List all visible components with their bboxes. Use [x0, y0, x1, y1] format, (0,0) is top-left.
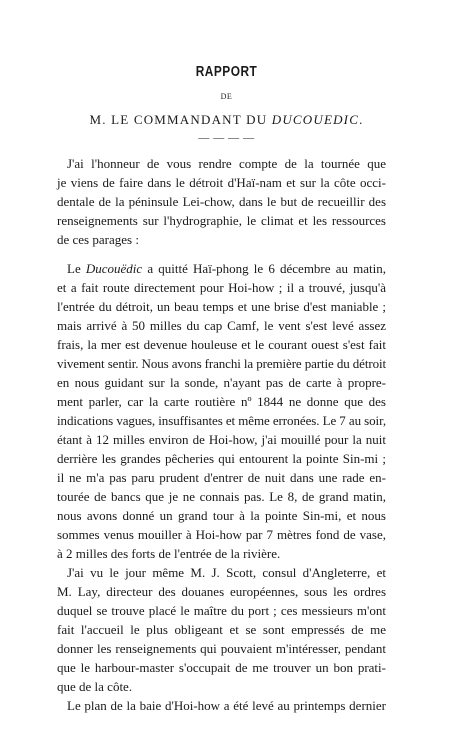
text-line: renseignements sur l'hydrographie, le climat et les ressources — [57, 213, 386, 228]
text-line: nous avons donné un grand tour à la pointe Sin-mi, et nous — [57, 508, 386, 523]
subtitle-prefix: M. LE COMMANDANT DU — [89, 112, 272, 127]
report-subtitle — [0, 112, 453, 128]
text-line: derrière les grandes pêcheries qui entourent la pointe Sin-mi ; — [57, 451, 386, 466]
paragraph — [57, 154, 386, 249]
text-line: que de la côte. — [57, 679, 133, 694]
text-line: ment parler, car la carte routière nº 1844 ne donne que des — [57, 394, 386, 409]
line-prefix: Le — [67, 261, 86, 276]
ship-name-inline: Ducouëdic — [85, 261, 143, 276]
paragraph — [57, 696, 386, 715]
text-line: étant à 12 milles environ de Hoi-how, j'ai mouillé pour la nuit — [57, 432, 386, 447]
line-suffix: a quitté Haï-phong le 6 décembre au matin, — [142, 261, 386, 276]
text-line: M. Lay, directeur des douanes européennes, sous les ordres — [57, 584, 386, 599]
text-line: il ne m'a pas paru prudent d'entrer de nuit dans une rade en- — [57, 470, 386, 485]
text-line: en nous guidant sur la sonde, n'ayant pas de carte à propre- — [57, 375, 386, 390]
text-line — [57, 259, 386, 278]
text-line: à 2 milles des forts de l'entrée de la rivière. — [57, 546, 281, 561]
report-title: RAPPORT — [195, 64, 258, 80]
text-line: Le plan de la baie d'Hoi-how a été levé au printemps dernier — [67, 698, 386, 713]
text-line: duquel se trouve placé le maître du port ; ces messieurs m'ont — [57, 603, 386, 618]
text-line: J'ai l'honneur de vous rendre compte de la tournée que — [67, 156, 386, 171]
text-line: que le harbour-master s'occupait de me trouver un bon prati- — [57, 660, 386, 675]
text-line: tourée de bancs que je ne connais pas. Le 8, de grand matin, — [57, 489, 386, 504]
text-line: mais arrivé à 50 milles du cap Camf, le vent s'est levé assez — [57, 318, 386, 333]
text-line: fait l'accueil le plus obligeant et se sont empressés de me — [57, 622, 386, 637]
text-line: indications vagues, insuffisantes et même erronées. Le 7 au soir, — [57, 413, 386, 428]
text-line: je viens de faire dans le détroit d'Haï-nam et sur la côte occi- — [57, 175, 386, 190]
text-line: J'ai vu le jour même M. J. Scott, consul d'Angleterre, et — [67, 565, 386, 580]
text-line: et a fait route directement pour Hoi-how ; il a trouvé, jusqu'à — [57, 280, 386, 295]
report-body — [57, 154, 386, 715]
title-connector: DE — [220, 92, 233, 101]
ship-name: DUCOUEDIC — [271, 112, 360, 127]
text-line: frais, la mer est devenue houleuse et le courant ouest s'est fait — [57, 337, 386, 352]
paragraph — [57, 563, 386, 696]
text-line: l'entrée du détroit, un beau temps et une brise d'est maniable ; — [57, 299, 386, 314]
text-line: dentale de la péninsule Lei-chow, dans le but de recueillir des — [57, 194, 386, 209]
paragraph — [57, 259, 386, 563]
subtitle-suffix: . — [359, 112, 364, 127]
text-line: vivement sentir. Nous avons franchi la première partie du détroit — [57, 356, 386, 371]
text-line: sommes venus mouiller à Hoi-how par 7 mètres fond de vase, — [57, 527, 386, 542]
title-rule: — — — — — [198, 132, 255, 144]
text-line: de ces parages : — [57, 232, 139, 247]
text-line: donner les renseignements qui pouvaient m'intéresser, pendant — [57, 641, 386, 656]
